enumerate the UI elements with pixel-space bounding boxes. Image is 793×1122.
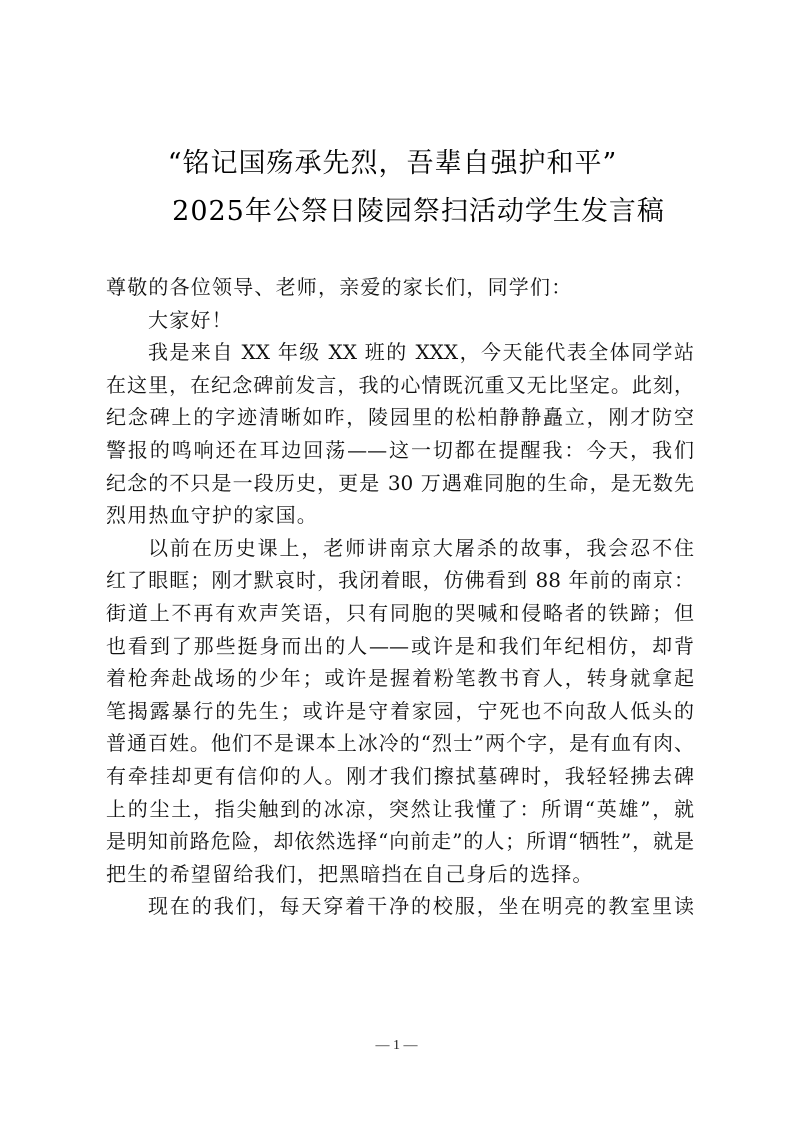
greeting: 大家好！ (148, 307, 233, 332)
paragraph-1-line: 纪念的不只是一段历史，更是 30 万遇难同胞的生命，是无数先 (106, 470, 694, 495)
paragraph-2-line: 以前在历史课上，老师讲南京大屠杀的故事，我会忍不住 (148, 535, 694, 560)
page-number: — 1 — (375, 1038, 418, 1053)
paragraph-1-line: 烈用热血守护的家国。 (106, 503, 318, 528)
speech-body (106, 271, 694, 923)
paragraph-1-line: 我是来自 XX 年级 XX 班的 XXX，今天能代表全体同学站 (148, 340, 694, 365)
paragraph-2-line: 上的尘土，指尖触到的冰凉，突然让我懂了：所谓“英雄”，就 (106, 796, 694, 821)
paragraph-2-line: 普通百姓。他们不是课本上冰冷的“烈士”两个字，是有血有肉、 (106, 731, 694, 756)
paragraph-2-line: 也看到了那些挺身而出的人——或许是和我们年纪相仿，却背 (106, 633, 694, 658)
document-title-line-2: 2025年公祭日陵园祭扫活动学生发言稿 (172, 196, 665, 227)
paragraph-3-line: 现在的我们，每天穿着干净的校服，坐在明亮的教室里读 (148, 894, 694, 919)
paragraph-2-line: 笔揭露暴行的先生；或许是守着家园，宁死也不向敌人低头的 (106, 698, 694, 723)
document-title-line-1: “铭记国殇承先烈，吾辈自强护和平” (167, 148, 618, 179)
paragraph-1-line: 纪念碑上的字迹清晰如昨，陵园里的松柏静静矗立，刚才防空 (106, 405, 694, 430)
paragraph-2-line: 着枪奔赴战场的少年；或许是握着粉笔教书育人，转身就拿起 (106, 666, 694, 691)
salutation: 尊敬的各位领导、老师，亲爱的家长们，同学们： (106, 275, 573, 299)
paragraph-1-line: 警报的鸣响还在耳边回荡——这一切都在提醒我：今天，我们 (106, 437, 694, 462)
paragraph-2-line: 是明知前路危险，却依然选择“向前走”的人；所谓“牺牲”，就是 (106, 829, 694, 854)
paragraph-2-line: 红了眼眶；刚才默哀时，我闭着眼，仿佛看到 88 年前的南京： (106, 568, 694, 593)
paragraph-2-line: 把生的希望留给我们，把黑暗挡在自己身后的选择。 (106, 861, 594, 886)
paragraph-2-line: 有牵挂却更有信仰的人。刚才我们擦拭墓碑时，我轻轻拂去碑 (106, 763, 694, 788)
paragraph-1-line: 在这里，在纪念碑前发言，我的心情既沉重又无比坚定。此刻， (106, 372, 694, 397)
paragraph-2-line: 街道上不再有欢声笑语，只有同胞的哭喊和侵略者的铁蹄；但 (106, 600, 694, 625)
